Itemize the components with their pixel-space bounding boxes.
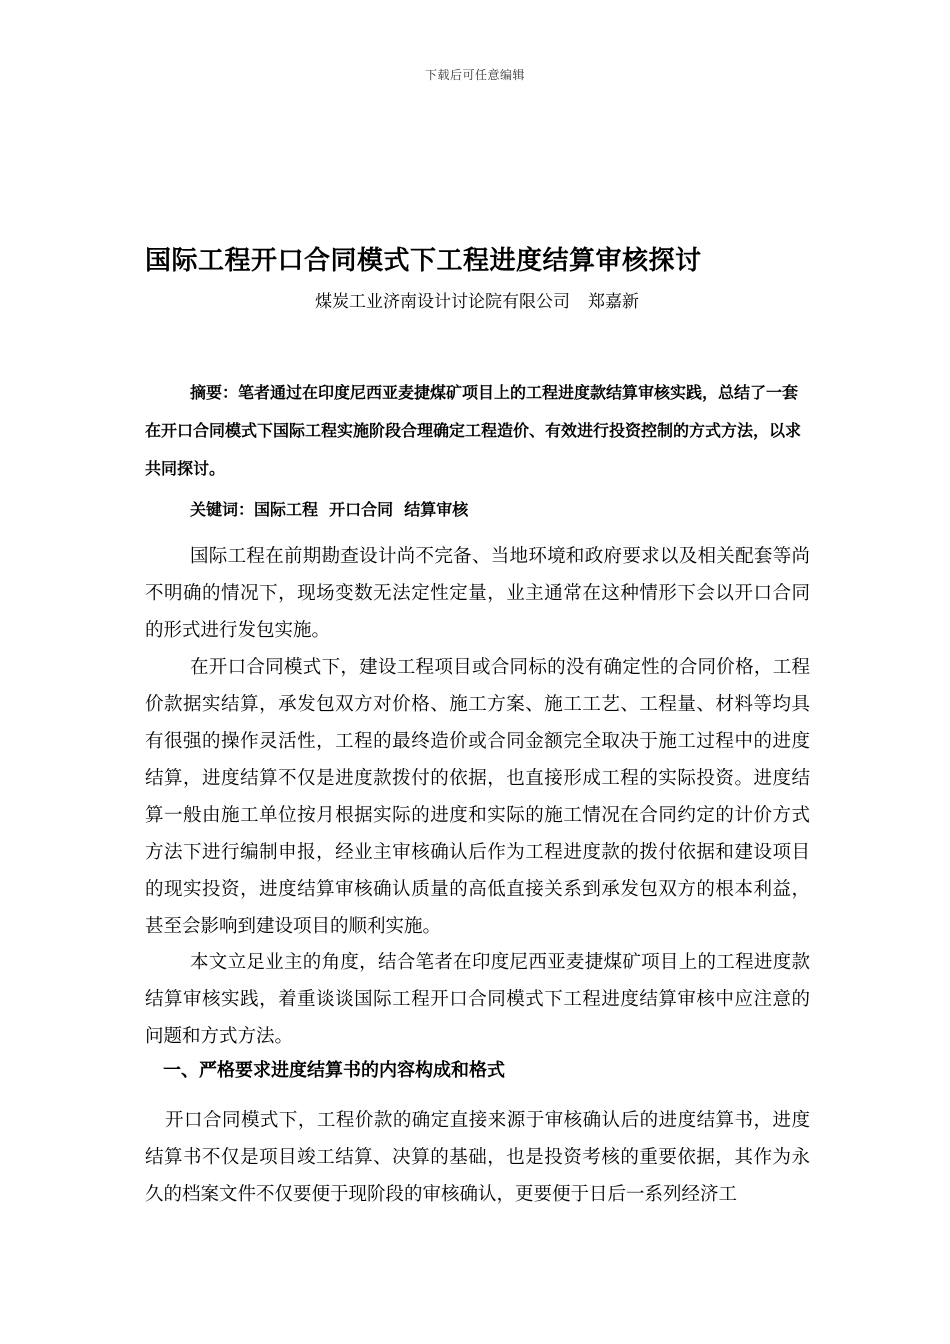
body-paragraph: 国际工程在前期勘查设计尚不完备、当地环境和政府要求以及相关配套等尚不明确的情况下，现场变数无法定性定量，业主通常在这种情形下会以开口合同的形式进行发包实施。 <box>145 546 810 641</box>
keywords: 关键词：国际工程 开口合同 结算审核 <box>190 500 469 519</box>
article-title: 国际工程开口合同模式下工程进度结算审核探讨 <box>145 246 702 276</box>
abstract: 摘要：笔者通过在印度尼西亚麦捷煤矿项目上的工程进度款结算审核实践，总结了一套在开口合同模式下国际工程实施阶段合理确定工程造价、有效进行投资控制的方式方法，以求共同探讨。 <box>145 383 802 478</box>
affiliation: 煤炭工业济南设计讨论院有限公司 <box>315 292 570 312</box>
body-paragraph: 本文立足业主的角度，结合笔者在印度尼西亚麦捷煤矿项目上的工程进度款结算审核实践，着重谈谈国际工程开口合同模式下工程进度结算审核中应注意的问题和方式方法。 <box>145 952 810 1047</box>
body-paragraph: 开口合同模式下，工程价款的确定直接来源于审核确认后的进度结算书，进度结算书不仅是项目竣工结算、决算的基础，也是投资考核的重要依据，其作为永久的档案文件不仅要便于现阶段的审核确认，更要便于日后一系列经济工 <box>145 1110 810 1205</box>
section-heading: 一、严格要求进度结算书的内容构成和格式 <box>163 1060 505 1081</box>
author-name: 郑嘉新 <box>588 292 639 312</box>
body-paragraph: 在开口合同模式下，建设工程项目或合同标的没有确定性的合同价格，工程价款据实结算，承发包双方对价格、施工方案、施工工艺、工程量、材料等均具有很强的操作灵活性，工程的最终造价或合同金额完全取决于施工过程中的进度结算，进度结算不仅是进度款拨付的依据，也直接形成工程的实际投资。进度结算一般由施工单位按月根据实际的进度和实际的施工情况在合同约定的计价方式方法下进行编制申报，经业主审核确认后作为工程进度款的拨付依据和建设项目的现实投资，进度结算审核确认质量的高低直接关系到承发包双方的根本利益，甚至会影响到建设项目的顺利实施。 <box>145 657 810 937</box>
byline <box>315 287 639 312</box>
page-header-note: 下载后可任意编辑 <box>424 68 525 82</box>
